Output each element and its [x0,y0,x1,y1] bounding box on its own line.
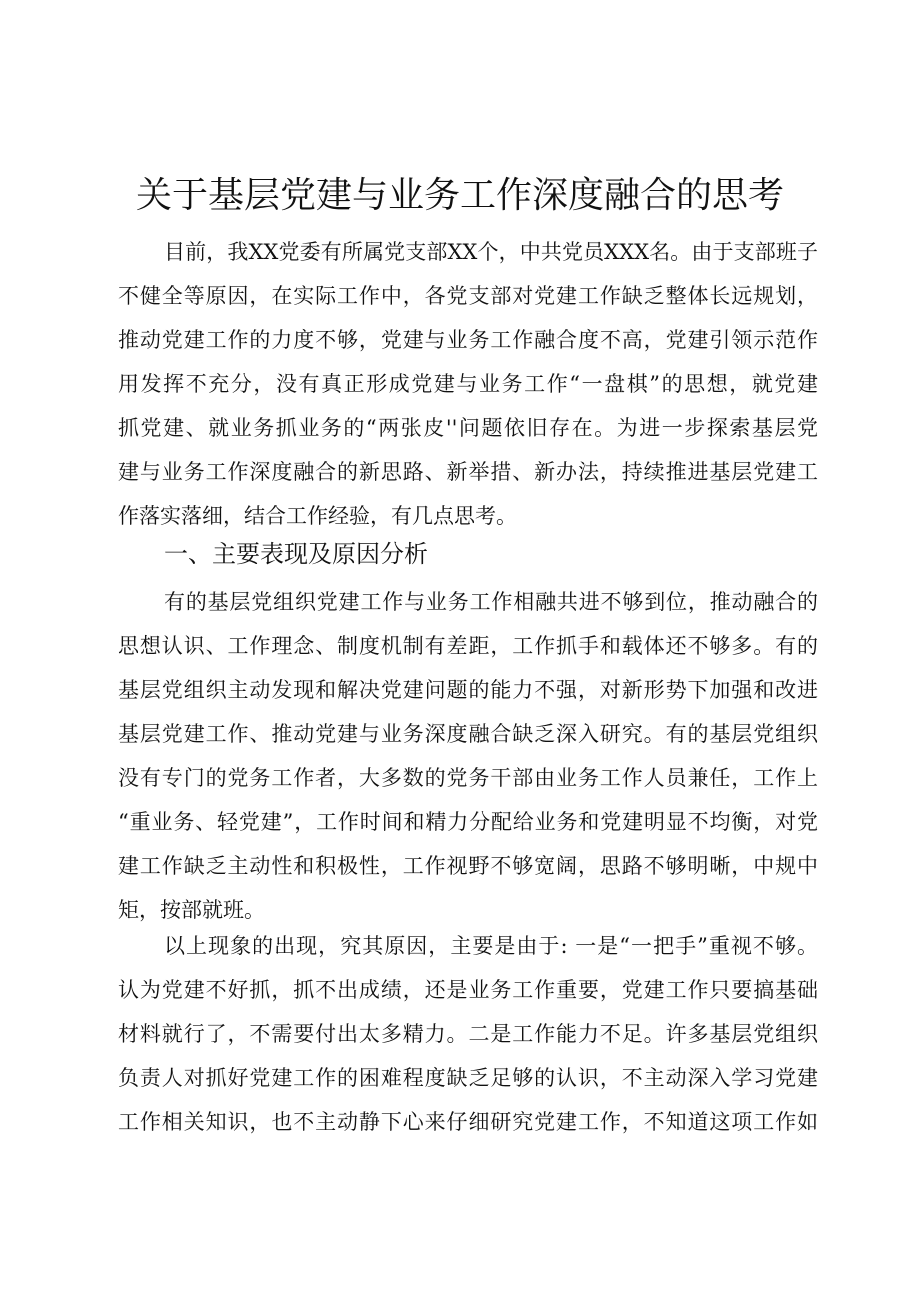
paragraph-line: 建与业务工作深度融合的新思路、新举措、新办法，持续推进基层党建工 [118,460,818,484]
paragraph-line: “重业务、轻党建”，工作时间和精力分配给业务和党建明显不均衡，对党 [118,810,818,834]
paragraph-line: 目前，我XX党委有所属党支部XX个，中共党员XXX名。由于支部班子 [164,240,818,264]
paragraph-line: 矩，按部就班。 [118,898,265,922]
paragraph-line: 负责人对抓好党建工作的困难程度缺乏足够的认识，不主动深入学习党建 [118,1066,818,1090]
paragraph-line: 没有专门的党务工作者，大多数的党务干部由业务工作人员兼任，工作上 [118,766,818,790]
intro-paragraph [118,230,818,538]
paragraph-line: 基层党建工作、推动党建与业务深度融合缺乏深入研究。有的基层党组织 [118,722,818,746]
paragraph-line: 用发挥不充分，没有真正形成党建与业务工作“一盘棋”的思想，就党建 [118,372,818,396]
paragraph-line: 工作相关知识，也不主动静下心来仔细研究党建工作，不知道这项工作如 [118,1110,818,1134]
section-paragraph [118,924,818,1144]
section-heading: 一、主要表现及原因分析 [164,540,428,568]
paragraph-line: 建工作缺乏主动性和积极性，工作视野不够宽阔，思路不够明晰，中规中 [118,854,818,878]
paragraph-line: 推动党建工作的力度不够，党建与业务工作融合度不高，党建引领示范作 [118,328,818,352]
paragraph-line: 抓党建、就业务抓业务的“两张皮''问题依旧存在。为进一步探索基层党 [118,416,818,440]
document-title: 关于基层党建与业务工作深度融合的思考 [135,175,784,216]
paragraph-line: 基层党组织主动发现和解决党建问题的能力不强，对新形势下加强和改进 [118,678,818,702]
paragraph-line: 作落实落细，结合工作经验，有几点思考。 [118,504,517,528]
paragraph-line: 以上现象的出现，究其原因，主要是由于: 一是“一把手”重视不够。 [164,934,818,958]
paragraph-line: 有的基层党组织党建工作与业务工作相融共进不够到位，推动融合的 [164,590,818,614]
paragraph-line: 不健全等原因，在实际工作中，各党支部对党建工作缺乏整体长远规划， [118,284,818,308]
paragraph-line: 思想认识、工作理念、制度机制有差距，工作抓手和载体还不够多。有的 [118,634,818,658]
paragraph-line: 认为党建不好抓，抓不出成绩，还是业务工作重要，党建工作只要搞基础 [118,978,818,1002]
paragraph-line: 材料就行了，不需要付出太多精力。二是工作能力不足。许多基层党组织 [118,1022,818,1046]
section-paragraph [118,580,818,932]
